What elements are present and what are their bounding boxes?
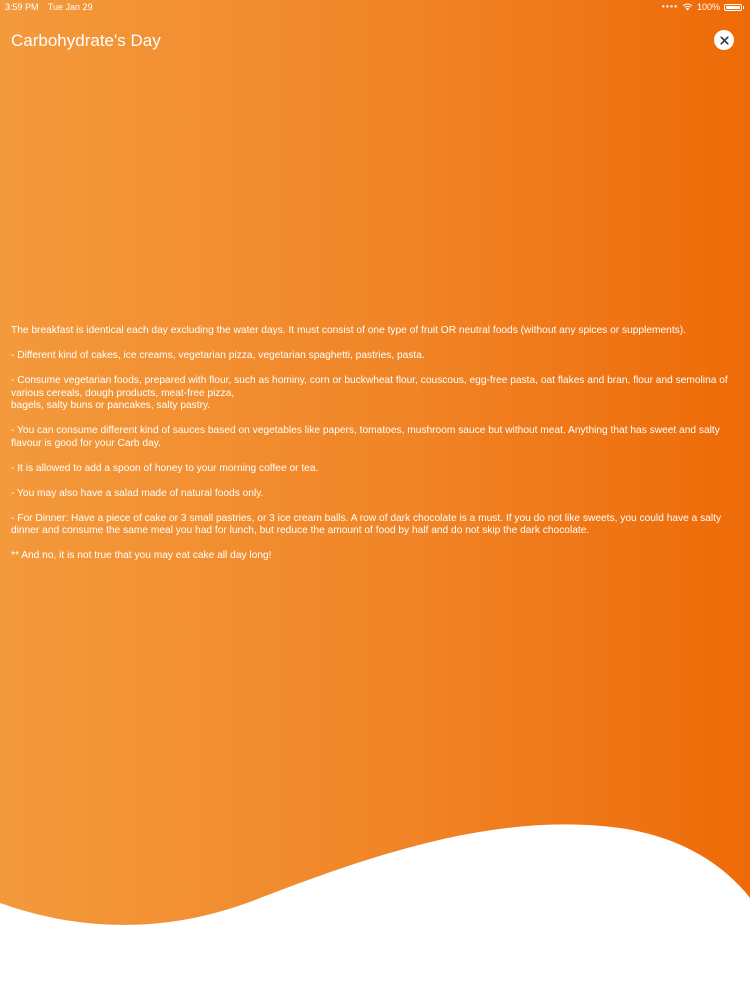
battery-level-fill bbox=[726, 6, 740, 9]
page-title: Carbohydrate's Day bbox=[11, 31, 161, 50]
close-icon bbox=[720, 36, 729, 45]
battery-percent: 100% bbox=[696, 2, 720, 12]
close-button[interactable] bbox=[714, 30, 734, 50]
paragraph-sauces: - You can consume different kind of sauces based on vegetables like papers, tomatoes, mushroom sauce but without meat. Anything that has sweet and salty flavour is good for your Carb day. bbox=[11, 425, 720, 449]
status-time: 3:59 PM bbox=[5, 2, 39, 12]
paragraph-breakfast: The breakfast is identical each day excluding the water days. It must consist of one type of fruit OR neutral foods (without any spices or supplements). bbox=[11, 325, 686, 336]
battery-icon bbox=[724, 4, 742, 11]
bottom-wave-shape bbox=[0, 820, 750, 1000]
paragraph-dinner: - For Dinner: Have a piece of cake or 3 small pastries, or 3 ice cream balls. A row of dark chocolate is a must. If you do not like sweets, you could have a salty dinner and consume the same meal you had for lunch, but reduce the amount of food by half and do not skip the dark chocolate. bbox=[11, 512, 722, 537]
wifi-icon bbox=[682, 3, 693, 11]
paragraph-salad: - You may also have a salad made of natural foods only. bbox=[11, 487, 264, 499]
signal-dots-icon: ●●●● bbox=[661, 4, 678, 10]
diet-description bbox=[11, 325, 741, 575]
paragraph-honey: - It is allowed to add a spoon of honey to your morning coffee or tea. bbox=[11, 462, 319, 474]
battery-tip bbox=[743, 6, 744, 9]
paragraph-cakes: - Different kind of cakes, ice creams, vegetarian pizza, vegetarian spaghetti, pastries, pasta. bbox=[11, 349, 425, 361]
paragraph-vegetarian-foods: - Consume vegetarian foods, prepared with flour, such as hominy, corn or buckwheat flour, couscous, egg-free pasta, oat flakes and bran, flour and semolina of various cereals, dough products, meat-free pizza, bagels, salty buns or pancakes, salty pastry. bbox=[11, 374, 728, 412]
paragraph-note: ** And no, it is not true that you may eat cake all day long! bbox=[11, 550, 272, 562]
status-bar bbox=[0, 0, 750, 14]
status-date: Tue Jan 29 bbox=[47, 2, 93, 12]
